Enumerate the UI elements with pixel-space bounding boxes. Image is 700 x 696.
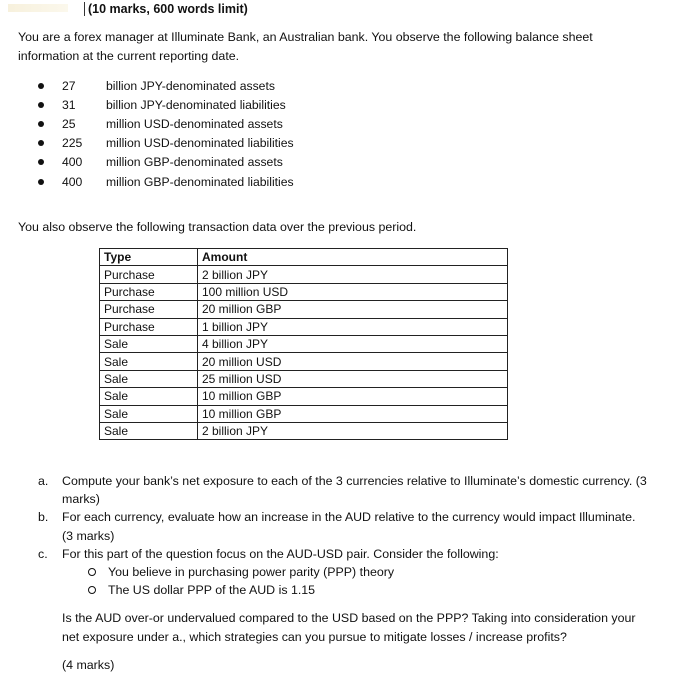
bullet-description: million USD-denominated liabilities [106, 136, 294, 151]
bullet-icon [38, 83, 44, 89]
cell-amount: 10 million GBP [198, 405, 508, 422]
bullet-amount: 400 [62, 155, 83, 170]
table-row [100, 353, 508, 370]
column-header-type: Type [100, 249, 198, 266]
bullet-amount: 31 [62, 97, 76, 112]
cell-type: Sale [100, 422, 198, 439]
cell-amount: 2 billion JPY [198, 266, 508, 283]
hollow-circle-icon [88, 568, 96, 576]
balance-sheet-list [34, 76, 294, 191]
bullet-amount: 25 [62, 116, 76, 131]
cell-amount: 20 million USD [198, 353, 508, 370]
question-a [38, 472, 648, 508]
cell-amount: 100 million USD [198, 283, 508, 300]
cell-amount: 10 million GBP [198, 388, 508, 405]
bullet-icon [38, 140, 44, 146]
table-row [100, 266, 508, 283]
question-label: c. [38, 546, 48, 561]
cell-type: Purchase [100, 283, 198, 300]
question-label: a. [38, 474, 49, 488]
bullet-icon [38, 121, 44, 127]
cell-type: Purchase [100, 318, 198, 335]
cell-amount: 4 billion JPY [198, 335, 508, 352]
bullet-amount: 225 [62, 136, 83, 151]
questions-section [38, 472, 648, 674]
sub-bullet-text: You believe in purchasing power parity (PPP) theory [108, 565, 395, 580]
table-row [100, 283, 508, 300]
cell-type: Sale [100, 405, 198, 422]
question-text: Compute your bank’s net exposure to each of the 3 currencies relative to Illuminate’s domestic currency. (3 marks) [62, 474, 647, 507]
table-row [100, 301, 508, 318]
bullet-description: billion JPY-denominated liabilities [106, 97, 286, 112]
cell-type: Sale [100, 388, 198, 405]
bullet-description: billion JPY-denominated assets [106, 78, 275, 93]
cell-type: Purchase [100, 266, 198, 283]
table-row [100, 405, 508, 422]
cell-amount: 20 million GBP [198, 301, 508, 318]
cell-amount: 1 billion JPY [198, 318, 508, 335]
hollow-circle-icon [88, 586, 96, 594]
marks-header: (10 marks, 600 words limit) [84, 2, 248, 16]
bullet-icon [38, 159, 44, 165]
question-label: b. [38, 510, 49, 525]
cell-type: Sale [100, 353, 198, 370]
list-item [34, 95, 294, 114]
list-item [34, 153, 294, 172]
bullet-amount: 400 [62, 174, 83, 189]
list-item [34, 134, 294, 153]
bullet-icon [38, 179, 44, 185]
intro-paragraph: You are a forex manager at Illuminate Bank, an Australian bank. You observe the following balance sheet information at the current reporting date. [18, 30, 593, 63]
sub-bullet-text: The US dollar PPP of the AUD is 1.15 [108, 583, 316, 598]
table-header-row [100, 249, 508, 266]
transactions-table [99, 248, 508, 440]
cell-amount: 25 million USD [198, 370, 508, 387]
question-text: For each currency, evaluate how an increase in the AUD relative to the currency would impact Illuminate. (3 marks) [62, 510, 636, 543]
sub-bullet [38, 563, 648, 581]
bullet-description: million GBP-denominated assets [106, 155, 283, 170]
list-item [34, 172, 294, 191]
column-header-amount: Amount [198, 249, 508, 266]
cell-type: Sale [100, 335, 198, 352]
cell-type: Sale [100, 370, 198, 387]
cell-type: Purchase [100, 301, 198, 318]
cell-amount: 2 billion JPY [198, 422, 508, 439]
bullet-amount: 27 [62, 78, 76, 93]
table-row [100, 318, 508, 335]
list-item [34, 76, 294, 95]
question-b [38, 508, 648, 544]
question-c [38, 545, 648, 563]
question-c-paragraph: Is the AUD over-or undervalued compared to the USD based on the PPP? Taking into consideration your net exposure under a., which strategies can you pursue to mitigate losses / increase profits? [62, 611, 636, 644]
list-item [34, 114, 294, 133]
bullet-description: million USD-denominated assets [106, 116, 283, 131]
faint-logo-mark [8, 4, 68, 12]
question-text: For this part of the question focus on the AUD-USD pair. Consider the following: [62, 546, 499, 561]
question-c-marks: (4 marks) [62, 657, 115, 672]
sub-bullet [38, 581, 648, 599]
bullet-icon [38, 102, 44, 108]
table-row [100, 370, 508, 387]
table-row [100, 335, 508, 352]
table-row [100, 388, 508, 405]
table-row [100, 422, 508, 439]
transactions-intro: You also observe the following transaction data over the previous period. [18, 220, 417, 234]
bullet-description: million GBP-denominated liabilities [106, 174, 294, 189]
